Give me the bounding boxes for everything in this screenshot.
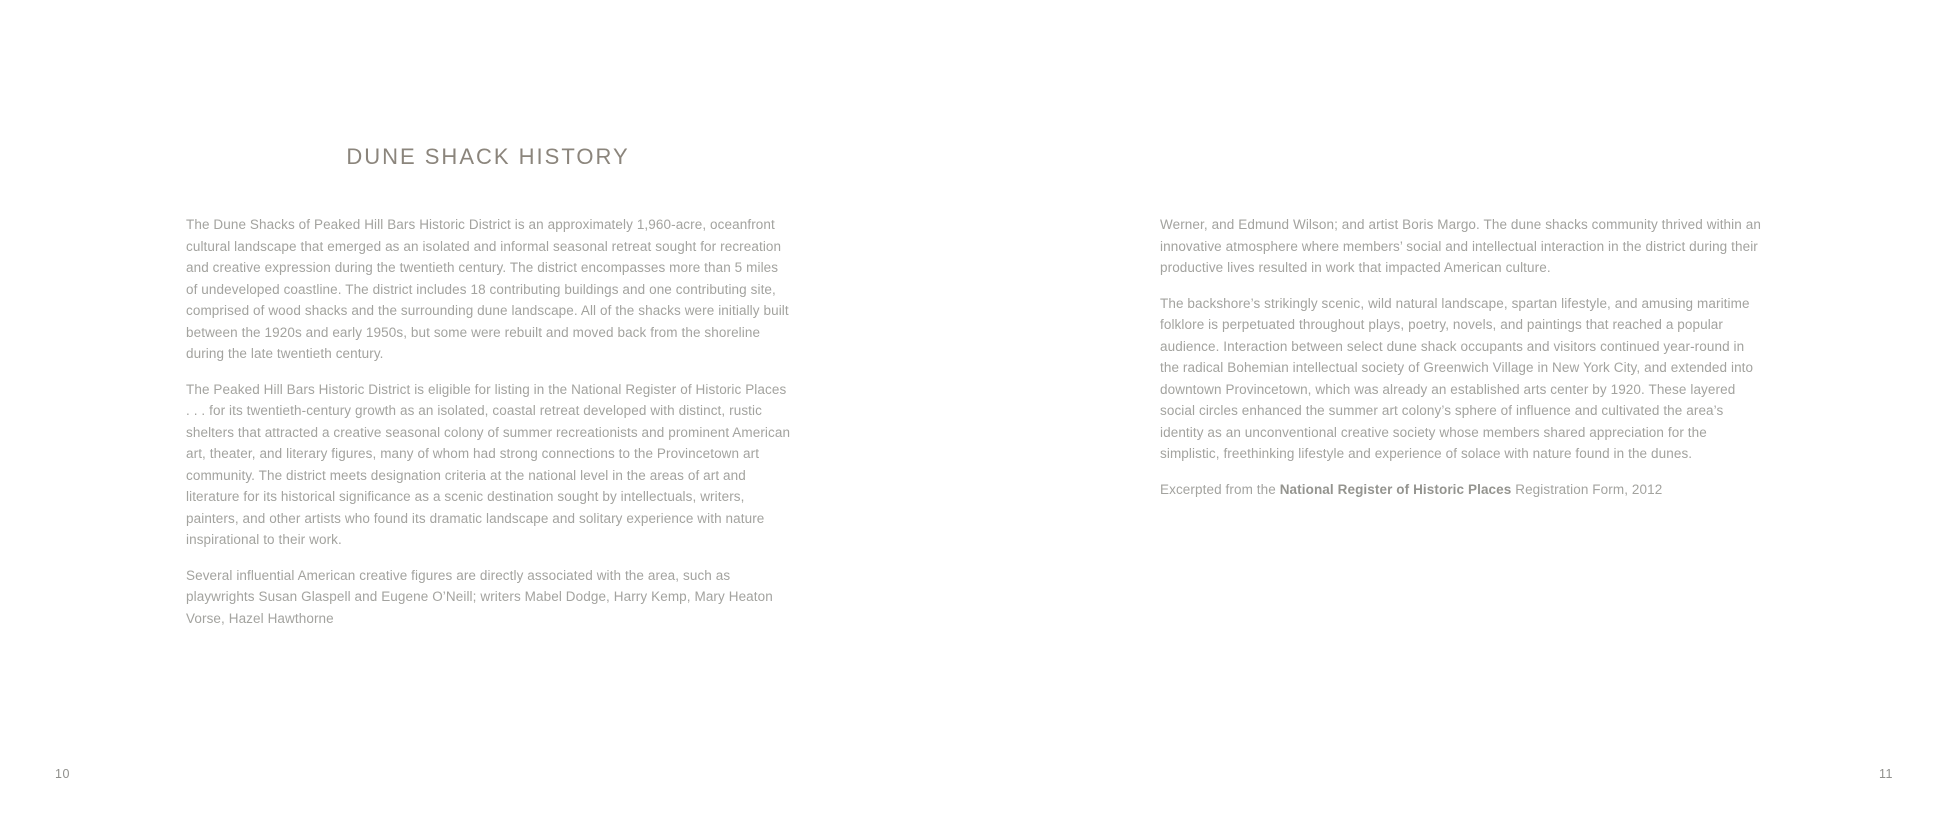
paragraph-district-overview: The Dune Shacks of Peaked Hill Bars Historic District is an approximately 1,960-acre, oceanfront cultural landscape that emerged as an isolated and informal seasonal retreat sought for recreation and creative expression during the twentieth century. The district encompasses more than 5 miles of undeveloped coastline. The district includes 18 contributing buildings and one contributing site, comprised of wood shacks and the surrounding dune landscape. All of the shacks were initially built between the 1920s and early 1950s, but some were rebuilt and moved back from the shoreline during the late twentieth century. (186, 217, 789, 361)
left-text-column (186, 214, 792, 643)
citation-prefix: Excerpted from the (1160, 481, 1280, 497)
page-number-right: 11 (1879, 767, 1893, 781)
citation-line (1160, 479, 1766, 501)
paragraph-creative-figures-continued: Werner, and Edmund Wilson; and artist Boris Margo. The dune shacks community thrived within an innovative atmosphere where members’ social and intellectual interaction in the district during their productive lives resulted in work that impacted American culture. (1160, 217, 1761, 275)
page-number-left: 10 (55, 767, 70, 781)
right-text-column (1160, 214, 1766, 514)
citation-source: National Register of Historic Places (1279, 481, 1512, 497)
paragraph-register-eligibility: The Peaked Hill Bars Historic District is eligible for listing in the National Register of Historic Places . . . for its twentieth-century growth as an isolated, coastal retreat developed with distinct, rustic shelters that attracted a creative seasonal colony of summer recreationists and prominent American art, theater, and literary figures, many of whom had strong connections to the Provincetown art community. The district meets designation criteria at the national level in the areas of art and literature for its historical significance as a scenic destination sought by intellectuals, writers, painters, and other artists who found its dramatic landscape and solitary experience with nature inspirational to their work. (186, 381, 791, 547)
paragraph-creative-figures: Several influential American creative figures are directly associated with the area, such as playwrights Susan Glaspell and Eugene O’Neill; writers Mabel Dodge, Harry Kemp, Mary Heaton Vorse, Hazel Hawthorne (186, 567, 773, 626)
chapter-title: DUNE SHACK HISTORY (346, 144, 630, 169)
paragraph-backshore-culture: The backshore’s strikingly scenic, wild natural landscape, spartan lifestyle, and amusing maritime folklore is perpetuated throughout plays, poetry, novels, and paintings that reached a popular audience. Interaction between select dune shack occupants and visitors continued year-round in the radical Bohemian intellectual society of Greenwich Village in New York City, and extended into downtown Provincetown, which was already an established arts center by 1920. These layered social circles enhanced the summer art colony’s sphere of influence and cultivated the area’s identity as an unconventional creative society whose members shared appreciation for the simplistic, freethinking lifestyle and experience of solace with nature found in the dunes. (1160, 295, 1754, 461)
citation-suffix: Registration Form, 2012 (1511, 481, 1663, 497)
